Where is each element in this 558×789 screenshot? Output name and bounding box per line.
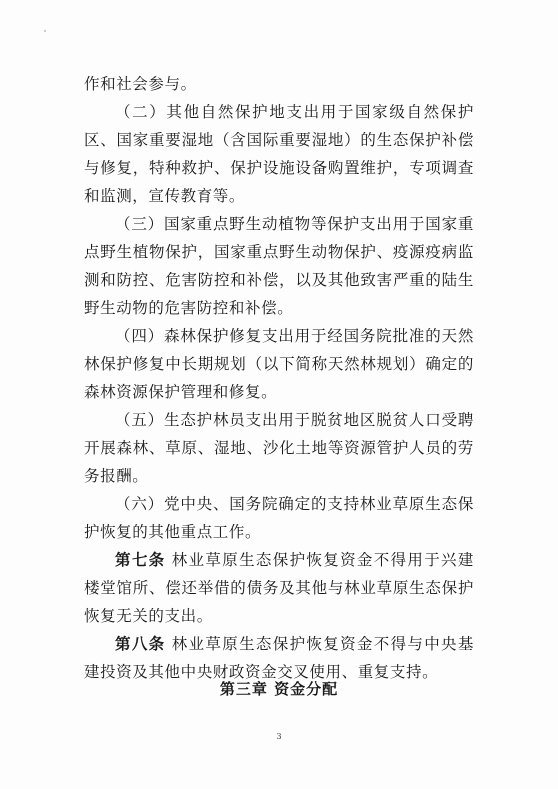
paragraph-item-4: （四）森林保护修复支出用于经国务院批准的天然林保护修复中长期规划（以下简称天然林规划）确定的森林资源保护管理和修复。 [84,327,474,401]
document-body [84,70,474,686]
paragraph-item-5: （五）生态护林员支出用于脱贫地区脱贫人口受聘开展森林、草原、湿地、沙化土地等资源管护人员的劳务报酬。 [84,411,474,485]
paragraph-item-3: （三）国家重点野生动植物等保护支出用于国家重点野生植物保护，国家重点野生动物保护、疫源疫病监测和防控、危害防控和补偿，以及其他致害严重的陆生野生动物的危害防控和补偿。 [84,215,474,317]
article-8-text: 林业草原生态保护恢复资金不得与中央基建投资及其他中央财政资金交叉使用、重复支持。 [84,635,474,681]
article-7 [84,546,474,630]
chapter-title: 第三章 资金分配 [219,680,339,698]
article-8-label: 第八条 [115,634,166,653]
article-7-text: 林业草原生态保护恢复资金不得用于兴建楼堂馆所、偿还举借的债务及其他与林业草原生态保护恢复无关的支出。 [84,551,474,625]
paragraph-item-2: （二）其他自然保护地支出用于国家级自然保护区、国家重要湿地（含国际重要湿地）的生态保护补偿与修复，特种救护、保护设施设备购置维护，专项调查和监测，宣传教育等。 [84,103,474,205]
paragraph-continuation: 作和社会参与。 [84,75,197,93]
scan-speck [44,30,46,32]
paragraph-item-6: （六）党中央、国务院确定的支持林业草原生态保护恢复的其他重点工作。 [84,495,474,541]
article-7-label: 第七条 [115,550,166,569]
page-number: 3 [276,732,282,741]
